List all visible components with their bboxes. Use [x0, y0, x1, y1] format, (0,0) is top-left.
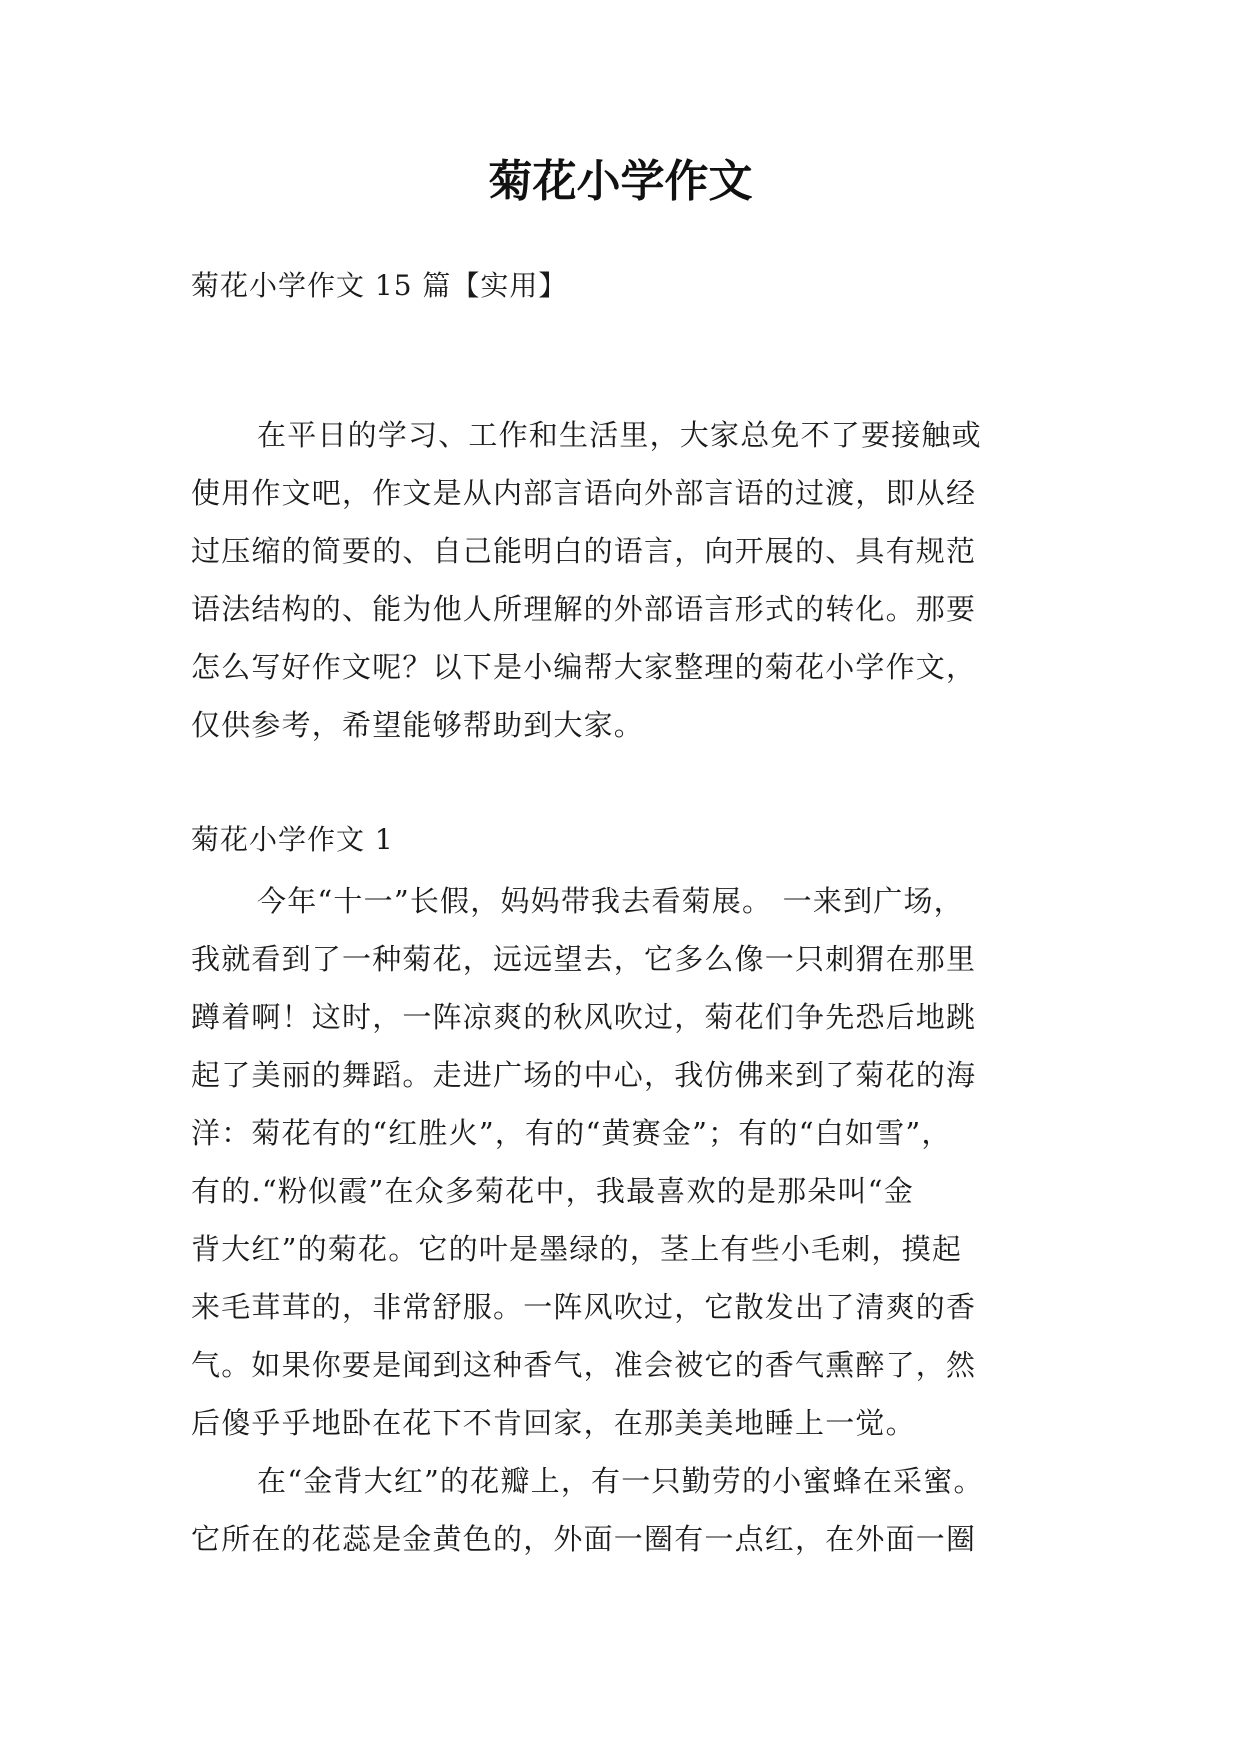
- text-line: 怎么写好作文呢？以下是小编帮大家整理的菊花小学作文，: [191, 650, 977, 684]
- text-line: 在“金背大红”的花瓣上，有一只勤劳的小蜜蜂在采蜜。: [257, 1464, 984, 1498]
- text-line: 洋：菊花有的“红胜火”，有的“黄赛金”；有的“白如雪”，: [191, 1116, 952, 1150]
- text-line: 起了美丽的舞蹈。走进广场的中心，我仿佛来到了菊花的海: [191, 1058, 977, 1092]
- text-line: 仅供参考，希望能够帮助到大家。: [191, 708, 645, 742]
- text-line: 今年“十一”长假，妈妈带我去看菊展。 一来到广场，: [257, 884, 964, 918]
- text-line: 背大红”的菊花。它的叶是墨绿的，茎上有些小毛刺，摸起: [191, 1232, 963, 1266]
- text-line: 在平日的学习、工作和生活里，大家总免不了要接触或: [257, 418, 982, 452]
- intro-paragraph: [191, 406, 1063, 754]
- text-line: 来毛茸茸的，非常舒服。一阵风吹过，它散发出了清爽的香: [191, 1290, 977, 1324]
- section-1-body: [191, 872, 1063, 1568]
- text-line: 后傻乎乎地卧在花下不肯回家，在那美美地睡上一觉。: [191, 1406, 916, 1440]
- section-heading: 菊花小学作文 1: [191, 823, 394, 856]
- text-line: 我就看到了一种菊花，远远望去，它多么像一只刺猬在那里: [191, 942, 977, 976]
- text-line: 语法结构的、能为他人所理解的外部语言形式的转化。那要: [191, 592, 977, 626]
- document-subtitle: 菊花小学作文 15 篇【实用】: [191, 269, 568, 302]
- text-line: 它所在的花蕊是金黄色的，外面一圈有一点红，在外面一圈: [191, 1522, 977, 1556]
- document-title: 菊花小学作文: [488, 156, 753, 207]
- text-line: 蹲着啊！这时，一阵凉爽的秋风吹过，菊花们争先恐后地跳: [191, 1000, 977, 1034]
- text-line: 有的.“粉似霞”在众多菊花中，我最喜欢的是那朵叫“金: [191, 1174, 914, 1208]
- text-line: 气。如果你要是闻到这种香气，准会被它的香气熏醉了，然: [191, 1348, 977, 1382]
- text-line: 使用作文吧，作文是从内部言语向外部言语的过渡，即从经: [191, 476, 977, 510]
- text-line: 过压缩的简要的、自己能明白的语言，向开展的、具有规范: [191, 534, 977, 568]
